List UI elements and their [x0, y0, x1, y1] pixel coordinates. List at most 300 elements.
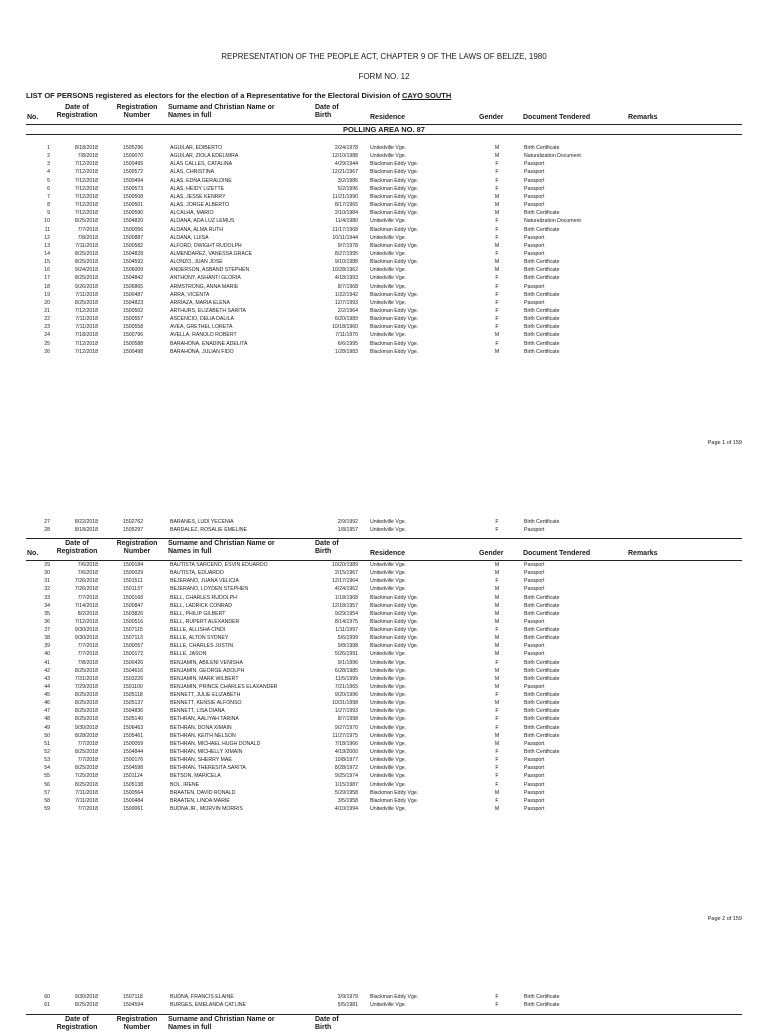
birth-date: 1/15/1987 [334, 781, 358, 788]
gender: F [495, 797, 499, 804]
document-tendered: Passport [524, 250, 545, 257]
table-row [0, 144, 768, 152]
gender: M [494, 586, 500, 593]
gender: F [495, 299, 499, 306]
row-number: 37 [44, 627, 50, 634]
list-text: LIST OF PERSONS registered as electors for the election of a Representative for the Electoral Division of [26, 91, 400, 100]
document-tendered: Birth Certificate [524, 226, 560, 233]
birth-date: 5/6/1999 [337, 635, 358, 642]
residence: Unitedville Vge. [370, 218, 407, 225]
document-tendered: Birth Certificate [524, 519, 560, 525]
table-row [0, 242, 768, 250]
row-number: 23 [44, 324, 50, 331]
elector-name: AGUILAR, ZIOLA EDELMIRA [170, 153, 239, 160]
birth-date: 11/5/1999 [335, 675, 358, 682]
birth-date: 10/8/1977 [334, 757, 358, 764]
col-registration-date: Date of Registration [56, 104, 98, 119]
registration-date: 8/22/2018 [74, 519, 98, 525]
gender: M [494, 202, 500, 209]
table-row [0, 348, 768, 356]
residence: Blackman Eddy Vge. [370, 161, 419, 168]
residence: Blackman Eddy Vge. [370, 348, 419, 355]
residence: Unitedville Vge. [370, 527, 407, 534]
gender: M [494, 618, 500, 625]
col-document: Document Tendered [523, 550, 591, 557]
residence: Blackman Eddy Vge. [370, 635, 419, 642]
registration-date: 7/6/2018 [77, 562, 98, 568]
registration-date: 8/18/2018 [74, 527, 98, 534]
table-row [0, 699, 768, 707]
table-row [0, 732, 768, 740]
birth-date: 5/2/1996 [337, 185, 358, 192]
elector-name: BENJAMIN, PRINCE CHARLES ELAXANDER [170, 683, 278, 690]
birth-date: 1/27/1993 [334, 708, 358, 715]
registration-number: 1504836 [123, 708, 144, 715]
row-number: 27 [44, 519, 50, 525]
registration-number: 1500176 [123, 757, 144, 764]
gender: F [495, 161, 499, 168]
row-number: 35 [44, 610, 50, 617]
elector-name: BOL, IRENE [170, 781, 200, 788]
registration-date: 7/8/2018 [77, 234, 98, 241]
registration-number: 1500061 [123, 805, 144, 812]
row-number: 46 [44, 700, 50, 707]
elector-name: ALDANA, LUISA [170, 234, 209, 241]
table-row [0, 283, 768, 291]
table-row [0, 315, 768, 323]
document-tendered: Birth Certificate [524, 700, 560, 707]
gender: F [495, 724, 499, 731]
birth-date: 8/7/1968 [337, 283, 358, 290]
elector-name: BRAATEN, DAVID RONALD [170, 789, 236, 796]
registration-date: 8/28/2018 [74, 732, 98, 739]
registration-date: 8/25/2018 [74, 748, 98, 755]
registration-number: 1506009 [123, 267, 144, 274]
gender: M [494, 145, 500, 151]
birth-date: 11/27/1975 [332, 732, 358, 739]
gender: M [494, 562, 500, 568]
document-tendered: Passport [524, 185, 545, 192]
birth-date: 9/1/1996 [337, 659, 358, 666]
gender: F [495, 291, 499, 298]
polling-area-rule [26, 134, 742, 135]
registration-date: 7/12/2018 [74, 161, 98, 168]
birth-date: 1/28/1983 [334, 348, 358, 355]
col-registration-number: Registration Number [116, 540, 158, 555]
elector-name: BUDNA JR., MORVIN MORRIS [170, 805, 243, 812]
birth-date: 2/15/1967 [334, 570, 358, 577]
residence: Blackman Eddy Vge. [370, 316, 419, 323]
gender: M [494, 193, 500, 200]
table-row [0, 307, 768, 315]
table-row [0, 569, 768, 577]
registration-number: 1504823 [123, 299, 144, 306]
birth-date: 10/28/1962 [332, 267, 358, 274]
residence: Unitedville Vge. [370, 724, 407, 731]
row-number: 32 [44, 586, 50, 593]
residence: Blackman Eddy Vge. [370, 594, 419, 601]
residence: Unitedville Vge. [370, 586, 407, 593]
residence: Unitedville Vge. [370, 651, 407, 658]
row-number: 2 [47, 153, 50, 160]
table-row [0, 667, 768, 675]
table-row [0, 740, 768, 748]
residence: Unitedville Vge. [370, 773, 407, 780]
polling-area: POLLING AREA NO. 87 [343, 125, 425, 134]
registration-date: 8/25/2018 [74, 765, 98, 772]
elector-name: BETSON, MARICELA [170, 773, 221, 780]
row-number: 4 [47, 169, 50, 176]
gender: F [495, 234, 499, 241]
registration-date: 8/25/2018 [74, 700, 98, 707]
table-row [0, 585, 768, 593]
document-tendered: Passport [524, 765, 545, 772]
gender: M [494, 602, 500, 609]
elector-name: BENJAMIN, ABILENI VENISHA [170, 659, 243, 666]
row-number: 9 [47, 210, 50, 217]
elector-name: ARMSTRONG, ANNA MARIE [170, 283, 239, 290]
table-row [0, 781, 768, 789]
gender: F [495, 169, 499, 176]
elector-name: BARAHONA, JULIAN FIDO [170, 348, 234, 355]
registration-number: 1502762 [123, 519, 144, 525]
document-tendered: Birth Certificate [524, 692, 560, 699]
registration-number: 1507115 [123, 627, 143, 634]
document-tendered: Passport [524, 234, 545, 241]
residence: Blackman Eddy Vge. [370, 185, 419, 192]
birth-date: 9/10/1988 [334, 259, 358, 266]
registration-number: 1504592 [123, 259, 144, 266]
birth-date: 3/9/1979 [337, 994, 358, 1000]
document-tendered: Birth Certificate [524, 332, 560, 339]
registration-date: 7/26/2018 [74, 586, 98, 593]
registration-number: 1500558 [123, 324, 144, 331]
registration-date: 8/25/2018 [74, 716, 98, 723]
registration-date: 8/25/2018 [74, 667, 98, 674]
residence: Blackman Eddy Vge. [370, 610, 419, 617]
table-row [0, 675, 768, 683]
residence: Blackman Eddy Vge. [370, 340, 419, 347]
table-row [0, 226, 768, 234]
gender: M [494, 740, 500, 747]
registration-date: 7/25/2018 [74, 773, 98, 780]
row-number: 57 [44, 789, 50, 796]
gender: M [494, 805, 500, 812]
elector-name: ALAS, JESSE KENRRY [170, 193, 226, 200]
registration-number: 1504828 [123, 250, 144, 257]
gender: F [495, 519, 499, 525]
registration-number: 1500887 [123, 234, 144, 241]
row-number: 49 [44, 724, 50, 731]
residence: Unitedville Vge. [370, 570, 407, 577]
table-row [0, 602, 768, 610]
elector-name: ALDANA, ADA LUZ LEMUS [170, 218, 235, 225]
row-number: 50 [44, 732, 50, 739]
table-row [0, 209, 768, 217]
document-tendered: Passport [524, 618, 545, 625]
document-tendered: Passport [524, 757, 545, 764]
table-row [0, 993, 768, 1001]
residence: Unitedville Vge. [370, 757, 407, 764]
row-number: 11 [44, 226, 50, 233]
elector-name: ARTHURS, ELIZABETH SARITA [170, 308, 246, 314]
table-row [0, 291, 768, 299]
birth-date: 1/11/1997 [335, 627, 358, 634]
row-number: 17 [44, 275, 50, 282]
gender: M [494, 267, 500, 274]
table-row [0, 258, 768, 266]
row-number: 41 [44, 659, 50, 666]
residence: Unitedville Vge. [370, 700, 407, 707]
residence: Blackman Eddy Vge. [370, 177, 419, 184]
elector-name: BETHRAN, SHERRY MAE [170, 757, 232, 764]
registration-number: 1501137 [123, 586, 143, 593]
residence: Unitedville Vge. [370, 765, 407, 772]
registration-date: 7/7/2018 [77, 594, 98, 601]
registration-number: 1500590 [123, 210, 144, 217]
col-remarks: Remarks [628, 114, 658, 121]
birth-date: 4/18/1993 [334, 275, 358, 282]
gender: M [494, 683, 500, 690]
row-number: 16 [44, 267, 50, 274]
col-gender: Gender [479, 114, 504, 121]
registration-date: 7/12/2018 [74, 169, 98, 176]
registration-date: 7/12/2018 [74, 185, 98, 192]
residence: Unitedville Vge. [370, 283, 407, 290]
row-number: 51 [44, 740, 50, 747]
gender: F [495, 781, 499, 788]
elector-name: BELLE, JASON [170, 651, 207, 658]
birth-date: 10/20/1989 [332, 562, 358, 568]
gender: M [494, 210, 500, 217]
gender: M [494, 259, 500, 266]
residence: Blackman Eddy Vge. [370, 259, 419, 266]
document-tendered: Passport [524, 161, 545, 168]
registration-date: 7/8/2018 [77, 659, 98, 666]
birth-date: 3/2/1986 [337, 177, 358, 184]
registration-date: 7/7/2018 [77, 651, 98, 658]
gender: M [494, 570, 500, 577]
birth-date: 9/20/1996 [334, 692, 358, 699]
elector-name: ALONZO, JUAN JOSE [170, 259, 223, 266]
residence: Blackman Eddy Vge. [370, 789, 419, 796]
document-tendered: Passport [524, 651, 545, 658]
elector-name: ASCENCIO, DELIA DALILA [170, 316, 235, 323]
gender: F [495, 659, 499, 666]
residence: Unitedville Vge. [370, 267, 407, 274]
registration-date: 8/25/2018 [74, 692, 98, 699]
birth-date: 11/21/1990 [332, 193, 358, 200]
row-number: 34 [44, 602, 50, 609]
elector-name: BETHRAN, AALIYAH TARINA [170, 716, 239, 723]
gender: F [495, 527, 499, 534]
row-number: 36 [44, 618, 50, 625]
birth-date: 4/19/2000 [334, 748, 358, 755]
registration-number: 1505296 [123, 145, 144, 151]
row-number: 45 [44, 692, 50, 699]
document-tendered: Passport [524, 683, 545, 690]
residence: Unitedville Vge. [370, 519, 407, 525]
registration-number: 1504844 [123, 748, 144, 755]
col-residence: Residence [370, 114, 406, 121]
document-tendered: Birth Certificate [524, 316, 560, 323]
table-header [0, 540, 768, 560]
table-row [0, 266, 768, 274]
gender: F [495, 250, 499, 257]
residence: Unitedville Vge. [370, 299, 407, 306]
document-tendered: Passport [524, 177, 545, 184]
document-tendered: Birth Certificate [524, 716, 560, 723]
table-row [0, 748, 768, 756]
table-row [0, 577, 768, 585]
gender: M [494, 610, 500, 617]
residence: Unitedville Vge. [370, 332, 407, 339]
registration-number: 1500168 [123, 594, 144, 601]
document-tendered: Passport [524, 169, 545, 176]
document-tendered: Birth Certificate [524, 659, 560, 666]
document-tendered: Birth Certificate [524, 635, 560, 642]
birth-date: 9/27/1970 [334, 724, 358, 731]
gender: M [494, 594, 500, 601]
residence: Unitedville Vge. [370, 234, 407, 241]
row-number: 14 [44, 250, 50, 257]
registration-date: 8/25/2018 [74, 1002, 98, 1009]
registration-number: 1501124 [123, 773, 143, 780]
row-number: 5 [47, 177, 50, 184]
document-tendered: Birth Certificate [524, 708, 560, 715]
document-tendered: Passport [524, 242, 545, 249]
table-row [0, 707, 768, 715]
row-number: 25 [44, 340, 50, 347]
birth-date: 3/5/1958 [337, 797, 358, 804]
registration-number: 1503826 [123, 610, 144, 617]
registration-date: 7/7/2018 [77, 643, 98, 650]
registration-date: 7/18/2018 [74, 332, 98, 339]
row-number: 55 [44, 773, 50, 780]
document-tendered: Birth Certificate [524, 324, 560, 331]
registration-date: 7/12/2018 [74, 340, 98, 347]
residence: Blackman Eddy Vge. [370, 618, 419, 625]
residence: Blackman Eddy Vge. [370, 324, 419, 331]
residence: Blackman Eddy Vge. [370, 202, 419, 209]
residence: Unitedville Vge. [370, 740, 407, 747]
registration-date: 7/12/2018 [74, 202, 98, 209]
birth-date: 10/18/1960 [332, 324, 358, 331]
birth-date: 2/2/1964 [337, 308, 358, 314]
registration-date: 7/7/2018 [77, 740, 98, 747]
row-number: 60 [44, 994, 50, 1000]
elector-name: ALFORD, DWIGHT RUDOLPH [170, 242, 242, 249]
residence: Unitedville Vge. [370, 732, 407, 739]
document-tendered: Birth Certificate [524, 610, 560, 617]
table-row [0, 340, 768, 348]
residence: Unitedville Vge. [370, 716, 407, 723]
elector-name: BEJERANO, JUANA VELICIA [170, 578, 239, 585]
table-row [0, 610, 768, 618]
table-row [0, 274, 768, 282]
table-row [0, 217, 768, 225]
registration-number: 1500029 [123, 570, 144, 577]
residence: Blackman Eddy Vge. [370, 994, 419, 1000]
table-row [0, 618, 768, 626]
row-number: 20 [44, 299, 50, 306]
document-tendered: Birth Certificate [524, 732, 560, 739]
residence: Blackman Eddy Vge. [370, 210, 419, 217]
registration-number: 1500057 [123, 643, 144, 650]
col-birth-date: Date of Birth [315, 104, 339, 119]
elector-name: BENNETT, LISA DIANA [170, 708, 225, 715]
birth-date: 12/10/1988 [332, 153, 358, 160]
table-row [0, 168, 768, 176]
gender: M [494, 667, 500, 674]
elector-name: BARANES, LUDI YECENIA [170, 519, 234, 525]
table-row [0, 185, 768, 193]
registration-number: 1500564 [123, 789, 144, 796]
registration-number: 1500172 [123, 651, 144, 658]
elector-name: BETHRAN, MICHAEL HUGH DONALD [170, 740, 261, 747]
residence: Blackman Eddy Vge. [370, 643, 419, 650]
birth-date: 10/31/1998 [332, 700, 358, 707]
gender: F [495, 275, 499, 282]
table-row [0, 626, 768, 634]
registration-date: 9/24/2018 [74, 267, 98, 274]
elector-name: BENJAMIN, GEORGE ADOLPH [170, 667, 245, 674]
gender: F [495, 340, 499, 347]
document-tendered: Birth Certificate [524, 602, 560, 609]
residence: Unitedville Vge. [370, 153, 407, 160]
gender: F [495, 177, 499, 184]
elector-name: BELLE, ALLISHA CINDI [170, 627, 226, 634]
gender: M [494, 789, 500, 796]
elector-name: BETHRAN, THERESITA SARITA [170, 765, 246, 772]
registration-number: 1505297 [123, 527, 144, 534]
registration-number: 1500498 [123, 348, 144, 355]
registration-date: 7/7/2018 [77, 226, 98, 233]
row-number: 53 [44, 757, 50, 764]
row-number: 47 [44, 708, 50, 715]
row-number: 56 [44, 781, 50, 788]
gender: M [494, 732, 500, 739]
birth-date: 1/18/1968 [334, 594, 358, 601]
elector-name: BETHRAN, DONA XIMAIN [170, 724, 232, 731]
document-tendered: Passport [524, 570, 545, 577]
row-number: 39 [44, 643, 50, 650]
document-tendered: Birth Certificate [524, 627, 560, 634]
document-tendered: Birth Certificate [524, 675, 560, 682]
document-tendered: Passport [524, 299, 545, 306]
registration-number: 1505138 [123, 781, 144, 788]
registration-date: 9/30/2018 [74, 994, 98, 1000]
registration-number: 1500516 [123, 618, 144, 625]
gender: F [495, 748, 499, 755]
registration-date: 7/29/2018 [74, 683, 98, 690]
list-description [26, 91, 451, 100]
birth-date: 4/29/1944 [334, 161, 358, 168]
residence: Blackman Eddy Vge. [370, 193, 419, 200]
registration-number: 1500572 [123, 169, 144, 176]
birth-date: 8/7/1998 [337, 716, 358, 723]
residence: Unitedville Vge. [370, 675, 407, 682]
residence: Unitedville Vge. [370, 805, 407, 812]
col-document: Document Tendered [523, 114, 591, 121]
gender: F [495, 692, 499, 699]
birth-date: 7/11/1970 [335, 332, 358, 339]
col-registration-number: Registration Number [116, 104, 158, 119]
row-number: 12 [44, 234, 50, 241]
birth-date: 6/20/1989 [334, 316, 358, 323]
elector-name: ALCALHA, MARIO [170, 210, 214, 217]
row-number: 7 [47, 193, 50, 200]
